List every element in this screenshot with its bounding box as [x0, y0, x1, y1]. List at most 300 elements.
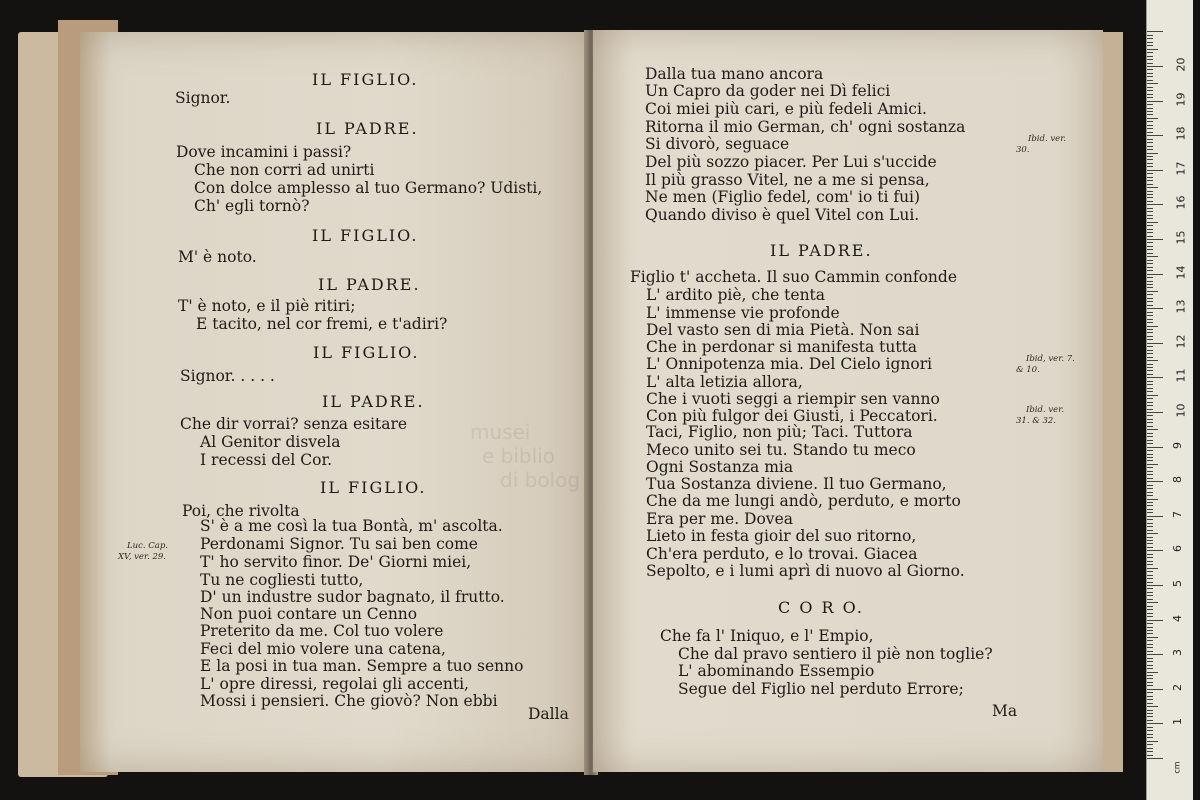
ruler-tick [1147, 564, 1153, 565]
ruler-tick [1147, 561, 1153, 562]
ruler-tick [1147, 319, 1153, 320]
verse-line: Del più sozzo piacer. Per Lui s'uccide [645, 153, 937, 171]
ruler-tick [1147, 682, 1153, 683]
ruler-number: 19 [1174, 92, 1188, 107]
ruler-tick [1147, 326, 1158, 327]
ruler-tick [1147, 685, 1153, 686]
ruler-tick [1147, 76, 1153, 77]
margin-note: Ibid. ver. [1028, 134, 1067, 144]
verse-line: Segue del Figlio nel perduto Errore; [678, 680, 964, 698]
speaker-heading: C O R O. [778, 598, 864, 617]
ruler-tick [1147, 101, 1163, 102]
verse-line: Che i vuoti seggi a riempir sen vanno [646, 390, 940, 408]
ruler-tick [1147, 758, 1163, 759]
ruler-tick [1147, 350, 1153, 351]
ruler-tick [1147, 716, 1153, 717]
verse-line: T' ho servito finor. De' Giorni miei, [200, 553, 472, 571]
ruler-tick [1147, 616, 1153, 617]
ruler-tick [1147, 153, 1158, 154]
ruler-tick [1147, 678, 1153, 679]
ruler-tick [1147, 395, 1158, 396]
ruler-tick [1147, 315, 1153, 316]
margin-note: & 10. [1016, 365, 1040, 375]
ruler-number: 20 [1174, 57, 1188, 72]
ruler-tick [1147, 142, 1153, 143]
ruler-tick [1147, 388, 1153, 389]
ruler-tick [1147, 204, 1163, 205]
ruler-tick [1147, 419, 1153, 420]
verse-line: Signor. . . . . [180, 367, 275, 385]
ruler-number: 15 [1174, 230, 1188, 245]
ruler-tick [1147, 440, 1153, 441]
ruler-number: 9 [1171, 441, 1184, 449]
ruler-tick [1147, 191, 1153, 192]
ruler-tick [1147, 710, 1153, 711]
ruler-unit: cm [1172, 761, 1182, 774]
ruler-tick [1147, 253, 1153, 254]
verse-line: Signor. [175, 89, 231, 107]
ruler-tick [1147, 59, 1153, 60]
verse-line: Dalla [528, 705, 569, 723]
ruler-tick [1147, 557, 1153, 558]
speaker-heading: IL PADRE. [318, 275, 421, 294]
ruler-tick [1147, 180, 1153, 181]
ruler-tick [1147, 239, 1163, 240]
ruler-tick [1147, 346, 1153, 347]
ruler-tick [1147, 530, 1153, 531]
ruler-tick [1147, 606, 1153, 607]
speaker-heading: IL FIGLIO. [312, 226, 419, 245]
verse-line: Meco unito sei tu. Stando tu meco [646, 441, 916, 459]
verse-line: Un Capro da goder nei Dì felici [645, 82, 891, 100]
verse-line: Con dolce amplesso al tuo Germano? Udisti, [194, 179, 543, 197]
ruler-number: 10 [1174, 403, 1188, 418]
ruler-tick [1147, 353, 1153, 354]
ruler-tick [1147, 121, 1153, 122]
ruler-tick [1147, 623, 1153, 624]
ruler-tick [1147, 211, 1153, 212]
ruler-tick [1147, 249, 1153, 250]
ruler-tick [1147, 128, 1153, 129]
ruler-tick [1147, 184, 1153, 185]
ruler-tick [1147, 627, 1153, 628]
ruler-tick [1147, 329, 1153, 330]
ruler-tick [1147, 481, 1163, 482]
ruler-tick [1147, 166, 1153, 167]
ruler-tick [1147, 575, 1153, 576]
ruler-tick [1147, 31, 1163, 32]
ruler-tick [1147, 114, 1153, 115]
ruler-tick [1147, 104, 1153, 105]
watermark [470, 420, 580, 492]
ruler-tick [1147, 49, 1158, 50]
ruler-tick [1147, 658, 1153, 659]
ruler-tick [1147, 322, 1153, 323]
ruler-tick [1147, 173, 1153, 174]
ruler-tick [1147, 118, 1158, 119]
verse-line: Al Genitor disvela [200, 433, 341, 451]
ruler-tick [1147, 308, 1163, 309]
verse-line: Dove incamini i passi? [176, 143, 352, 161]
ruler-tick [1147, 426, 1153, 427]
ruler-tick [1147, 661, 1153, 662]
ruler-tick [1147, 582, 1153, 583]
ruler-tick [1147, 741, 1158, 742]
verse-line: Ma [992, 702, 1018, 720]
ruler-number: 4 [1171, 614, 1184, 622]
verse-line: T' è noto, e il piè ritiri; [178, 297, 356, 315]
margin-note: XV, ver. 29. [118, 552, 166, 562]
verse-line: Si divorò, seguace [645, 135, 790, 153]
ruler-tick [1147, 689, 1163, 690]
ruler-tick [1147, 734, 1153, 735]
ruler-tick [1147, 402, 1153, 403]
ruler-tick [1147, 132, 1153, 133]
verse-line: Preterito da me. Col tuo volere [200, 622, 444, 640]
speaker-heading: IL FIGLIO. [313, 343, 420, 362]
ruler-tick [1147, 723, 1163, 724]
ruler-tick [1147, 599, 1153, 600]
ruler-tick [1147, 56, 1153, 57]
ruler-tick [1147, 443, 1153, 444]
ruler-tick [1147, 38, 1153, 39]
ruler-tick [1147, 215, 1153, 216]
ruler-tick [1147, 305, 1153, 306]
ruler-tick [1147, 571, 1153, 572]
ruler-tick [1147, 277, 1153, 278]
ruler-tick [1147, 436, 1153, 437]
ruler-tick [1147, 287, 1153, 288]
ruler-number: 18 [1174, 126, 1188, 141]
ruler-tick [1147, 69, 1153, 70]
ruler-number: 12 [1174, 334, 1188, 349]
verse-line: Dalla tua mano ancora [645, 65, 824, 83]
speaker-heading: IL PADRE. [316, 119, 419, 138]
ruler-tick [1147, 578, 1153, 579]
verse-line: L' Onnipotenza mia. Del Cielo ignori [646, 355, 933, 373]
ruler-tick [1147, 526, 1153, 527]
ruler-tick [1147, 357, 1153, 358]
ruler-tick [1147, 550, 1163, 551]
ruler-tick [1147, 332, 1153, 333]
ruler-tick [1147, 537, 1153, 538]
ruler-tick [1147, 391, 1153, 392]
ruler-tick [1147, 609, 1153, 610]
ruler-tick [1147, 592, 1153, 593]
ruler-tick [1147, 111, 1153, 112]
ruler-number: 11 [1174, 368, 1188, 383]
verse-line: Feci del mio volere una catena, [200, 640, 446, 658]
ruler-tick [1147, 208, 1153, 209]
ruler-tick [1147, 474, 1153, 475]
verse-line: Sepolto, e i lumi aprì di nuovo al Giorno. [646, 562, 965, 580]
ruler-tick [1147, 222, 1158, 223]
ruler-tick [1147, 52, 1153, 53]
ruler-tick [1147, 256, 1158, 257]
ruler-tick [1147, 125, 1153, 126]
ruler-tick [1147, 602, 1158, 603]
ruler-tick [1147, 460, 1153, 461]
verse-line: Coi miei più cari, e più fedeli Amici. [645, 100, 927, 118]
ruler-tick [1147, 540, 1153, 541]
ruler-tick [1147, 97, 1153, 98]
ruler-tick [1147, 197, 1153, 198]
ruler-tick [1147, 699, 1153, 700]
ruler-tick [1147, 454, 1153, 455]
verse-line: Che non corri ad unirti [194, 161, 375, 179]
ruler-tick [1147, 668, 1153, 669]
ruler-tick [1147, 672, 1158, 673]
ruler-tick [1147, 543, 1153, 544]
verse-line: D' un industre sudor bagnato, il frutto. [200, 588, 505, 606]
ruler-tick [1147, 263, 1153, 264]
ruler-tick [1147, 509, 1153, 510]
ruler-tick [1147, 644, 1153, 645]
ruler-tick [1147, 727, 1153, 728]
ruler-tick [1147, 218, 1153, 219]
ruler-tick [1147, 405, 1153, 406]
verse-line: Con più fulgor dei Giusti, i Peccatori. [646, 407, 938, 425]
ruler-tick [1147, 232, 1153, 233]
ruler-tick [1147, 651, 1153, 652]
ruler-tick [1147, 620, 1163, 621]
verse-line: Che da me lungi andò, perduto, e morto [646, 492, 961, 510]
ruler-tick [1147, 737, 1153, 738]
ruler-tick [1147, 339, 1153, 340]
ruler-tick [1147, 692, 1153, 693]
ruler-tick [1147, 146, 1153, 147]
ruler-tick [1147, 499, 1158, 500]
verse-line: L' ardito piè, che tenta [646, 286, 826, 304]
verse-line: I recessi del Cor. [200, 451, 333, 469]
ruler-tick [1147, 457, 1153, 458]
verse-line: Del vasto sen di mia Pietà. Non sai [646, 321, 920, 339]
verse-line: Mossi i pensieri. Che giovò? Non ebbi [200, 692, 498, 710]
ruler-tick [1147, 516, 1163, 517]
ruler-tick [1147, 433, 1153, 434]
ruler-tick [1147, 63, 1153, 64]
ruler-tick [1147, 73, 1153, 74]
ruler-tick [1147, 294, 1153, 295]
ruler-tick [1147, 547, 1153, 548]
ruler-tick [1147, 336, 1153, 337]
ruler-tick [1147, 246, 1153, 247]
ruler-tick [1147, 505, 1153, 506]
verse-line: Perdonami Signor. Tu sai ben come [200, 535, 478, 553]
verse-line: Che dir vorrai? senza esitare [180, 415, 408, 433]
ruler-tick [1147, 229, 1153, 230]
watermark-line: musei [470, 420, 531, 444]
verse-line: Ch' egli tornò? [194, 197, 310, 215]
ruler-tick [1147, 665, 1153, 666]
ruler-tick [1147, 588, 1153, 589]
ruler-tick [1147, 42, 1153, 43]
ruler-tick [1147, 284, 1153, 285]
ruler-tick [1147, 135, 1163, 136]
ruler-tick [1147, 381, 1153, 382]
ruler-tick [1147, 298, 1153, 299]
ruler-tick [1147, 225, 1153, 226]
ruler-tick [1147, 384, 1153, 385]
margin-note: Ibid. ver. [1026, 405, 1065, 415]
ruler-tick [1147, 364, 1153, 365]
verse-line: Non puoi contare un Cenno [200, 605, 418, 623]
ruler-tick [1147, 523, 1153, 524]
ruler-tick [1147, 409, 1153, 410]
ruler-tick [1147, 630, 1153, 631]
ruler-tick [1147, 108, 1153, 109]
ruler-number: 3 [1171, 649, 1184, 657]
ruler-tick [1147, 35, 1153, 36]
ruler-tick [1147, 367, 1153, 368]
ruler-tick [1147, 613, 1153, 614]
ruler-tick [1147, 274, 1163, 275]
ruler-number: 16 [1174, 195, 1188, 210]
margin-note: Ibid, ver. 7. [1026, 354, 1075, 364]
watermark-line: e biblio [482, 444, 555, 468]
ruler-tick [1147, 301, 1153, 302]
verse-line: Tua Sostanza diviene. Il tuo Germano, [646, 475, 947, 493]
ruler-tick [1147, 139, 1153, 140]
ruler-tick [1147, 66, 1163, 67]
ruler-tick [1147, 696, 1153, 697]
ruler-tick [1147, 640, 1153, 641]
ruler-tick [1147, 675, 1153, 676]
verse-line: Che in perdonar si manifesta tutta [646, 338, 918, 356]
ruler-tick [1147, 595, 1153, 596]
ruler-tick [1147, 187, 1158, 188]
ruler-tick [1147, 177, 1153, 178]
ruler-tick [1147, 87, 1153, 88]
ruler-number: 1 [1171, 718, 1184, 726]
ruler-tick [1147, 502, 1153, 503]
ruler-number: 14 [1174, 265, 1188, 280]
ruler-tick [1147, 447, 1163, 448]
ruler-number: 6 [1171, 545, 1184, 553]
verse-line: L' opre diressi, regolai gli accenti, [200, 675, 469, 693]
ruler-tick [1147, 568, 1158, 569]
ruler-tick [1147, 80, 1153, 81]
speaker-heading: IL PADRE. [322, 392, 425, 411]
ruler-tick [1147, 637, 1158, 638]
ruler-tick [1147, 159, 1153, 160]
verse-line: Lieto in festa gioir del suo ritorno, [646, 527, 917, 545]
ruler-tick [1147, 267, 1153, 268]
verse-line: Ritorna il mio German, ch' ogni sostanza [645, 118, 966, 136]
speaker-heading: IL PADRE. [770, 241, 873, 260]
verse-line: Quando diviso è quel Vitel con Lui. [645, 206, 920, 224]
ruler-tick [1147, 94, 1153, 95]
ruler-tick [1147, 415, 1153, 416]
ruler-tick [1147, 291, 1158, 292]
speaker-heading: IL FIGLIO. [312, 70, 419, 89]
verse-line: Ch'era perduto, e lo trovai. Giacea [646, 545, 918, 563]
ruler-tick [1147, 370, 1153, 371]
ruler-tick [1147, 422, 1153, 423]
ruler-tick [1147, 260, 1153, 261]
ruler-number: 2 [1171, 683, 1184, 691]
verse-line: Ogni Sostanza mia [646, 458, 794, 476]
ruler-tick [1147, 398, 1153, 399]
ruler-tick [1147, 706, 1158, 707]
verse-line: L' abominando Essempio [678, 662, 875, 680]
verse-line: Il più grasso Vitel, ne a me si pensa, [645, 171, 930, 189]
verse-line: Che fa l' Iniquo, e l' Empio, [660, 627, 874, 645]
verse-line: Che dal pravo sentiero il piè non toglie? [678, 645, 993, 663]
ruler-tick [1147, 471, 1153, 472]
ruler-number: 7 [1171, 510, 1184, 518]
ruler-tick [1147, 751, 1153, 752]
ruler-tick [1147, 519, 1153, 520]
ruler-tick [1147, 170, 1163, 171]
ruler-tick [1147, 755, 1153, 756]
measurement-ruler [1146, 0, 1193, 800]
ruler-tick [1147, 654, 1163, 655]
ruler-tick [1147, 485, 1153, 486]
ruler-tick [1147, 512, 1153, 513]
margin-note: 31. & 32. [1016, 416, 1057, 426]
ruler-tick [1147, 429, 1158, 430]
ruler-tick [1147, 585, 1163, 586]
ruler-tick [1147, 554, 1153, 555]
ruler-tick [1147, 194, 1153, 195]
ruler-tick [1147, 270, 1153, 271]
ruler-tick [1147, 242, 1153, 243]
margin-note: 30. [1016, 145, 1030, 155]
verse-line: Era per me. Dovea [646, 510, 793, 528]
verse-line: S' è a me così la tua Bontà, m' ascolta. [200, 517, 503, 535]
ruler-tick [1147, 90, 1153, 91]
verse-line: M' è noto. [178, 248, 257, 266]
ruler-tick [1147, 236, 1153, 237]
speaker-heading: IL FIGLIO. [320, 478, 427, 497]
ruler-tick [1147, 412, 1163, 413]
verse-line: E la posi in tua man. Sempre a tuo senno [200, 657, 524, 675]
ruler-tick [1147, 703, 1153, 704]
ruler-tick [1147, 478, 1153, 479]
ruler-tick [1147, 156, 1153, 157]
ruler-tick [1147, 633, 1153, 634]
ruler-tick [1147, 343, 1163, 344]
ruler-tick [1147, 163, 1153, 164]
ruler-tick [1147, 744, 1153, 745]
watermark-line: di bolog [500, 468, 581, 492]
ruler-number: 5 [1171, 580, 1184, 587]
verse-line: Taci, Figlio, non più; Taci. Tuttora [646, 423, 913, 441]
ruler-tick [1147, 748, 1153, 749]
verse-line: Ne men (Figlio fedel, com' io ti fui) [645, 188, 921, 206]
verse-line: L' alta letizia allora, [646, 373, 803, 391]
ruler-tick [1147, 149, 1153, 150]
verse-line: L' immense vie profonde [646, 304, 840, 322]
ruler-tick [1147, 495, 1153, 496]
ruler-tick [1147, 377, 1163, 378]
ruler-tick [1147, 720, 1153, 721]
ruler-tick [1147, 201, 1153, 202]
ruler-tick [1147, 488, 1153, 489]
ruler-number: 13 [1174, 299, 1188, 314]
ruler-tick [1147, 492, 1153, 493]
ruler-tick [1147, 730, 1153, 731]
ruler-tick [1147, 647, 1153, 648]
ruler-tick [1147, 312, 1153, 313]
page-edges [1103, 32, 1123, 772]
verse-line: Figlio t' accheta. Il suo Cammin confonde [630, 268, 958, 286]
verse-line: Poi, che rivolta [182, 502, 300, 520]
ruler-number: 17 [1174, 161, 1188, 176]
ruler-tick [1147, 374, 1153, 375]
ruler-tick [1147, 533, 1158, 534]
